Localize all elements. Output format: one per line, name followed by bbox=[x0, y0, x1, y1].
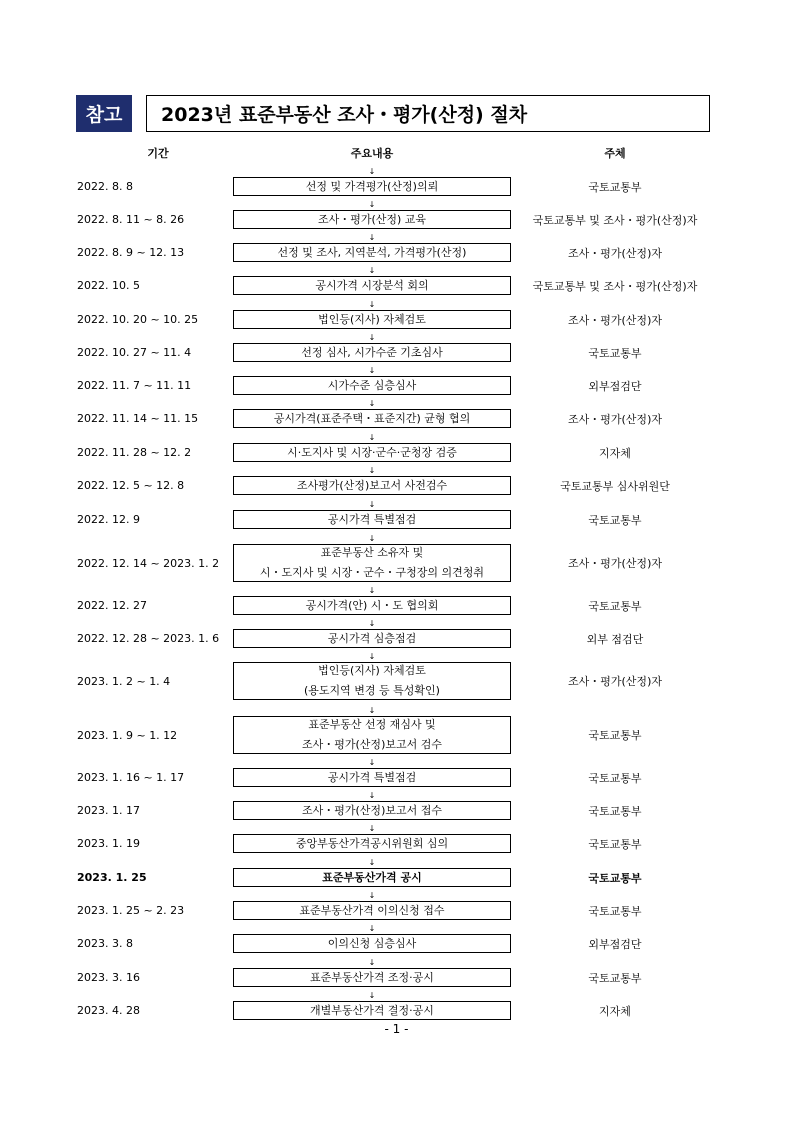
flow-arrow-icon: ↓ bbox=[368, 300, 376, 309]
content-line: 공시가격 시장분석 회의 bbox=[315, 278, 429, 292]
agent-cell: 외부점검단 bbox=[588, 937, 642, 951]
content-line: 법인등(지사) 자체검토 bbox=[318, 664, 426, 677]
table-row bbox=[0, 716, 793, 754]
table-row bbox=[0, 343, 793, 362]
content-line: 표준부동산 소유자 및 bbox=[320, 546, 424, 559]
period-cell: 2022. 12. 27 bbox=[77, 599, 147, 612]
table-row bbox=[0, 409, 793, 428]
agent-cell: 국토교통부 bbox=[588, 904, 642, 918]
flow-arrow-icon: ↓ bbox=[368, 534, 376, 543]
flow-arrow-icon: ↓ bbox=[368, 858, 376, 867]
content-box bbox=[233, 510, 511, 529]
content-line: 시·도지사 및 시장·군수·군청장 검증 bbox=[287, 445, 457, 459]
agent-cell: 국토교통부 bbox=[588, 513, 642, 527]
agent-cell: 국토교통부 bbox=[588, 971, 642, 985]
content-box bbox=[233, 177, 511, 196]
content-line: 시가수준 심층심사 bbox=[327, 378, 417, 392]
content-line: 개별부동산가격 결정·공시 bbox=[310, 1003, 434, 1017]
column-header-content: 주요내용 bbox=[350, 147, 394, 160]
table-row bbox=[0, 376, 793, 395]
content-line: 표준부동산가격 조정·공시 bbox=[310, 970, 434, 984]
flow-arrow-icon: ↓ bbox=[368, 200, 376, 209]
content-line: 조사・평가(산정)보고서 검수 bbox=[302, 738, 442, 751]
content-box bbox=[233, 376, 511, 395]
column-header-period: 기간 bbox=[147, 147, 169, 160]
table-row bbox=[0, 510, 793, 529]
content-box bbox=[233, 629, 511, 648]
agent-cell: 지자체 bbox=[599, 446, 631, 460]
agent-cell: 국토교통부 bbox=[588, 180, 642, 194]
flow-arrow-icon: ↓ bbox=[368, 706, 376, 715]
agent-cell: 조사・평가(산정)자 bbox=[568, 412, 662, 426]
flow-arrow-icon: ↓ bbox=[368, 586, 376, 595]
content-box bbox=[233, 801, 511, 820]
flow-arrow-icon: ↓ bbox=[368, 466, 376, 475]
period-cell: 2022. 12. 9 bbox=[77, 513, 140, 526]
period-cell: 2022. 11. 28 ~ 12. 2 bbox=[77, 446, 192, 459]
content-line: 공시가격(안) 시・도 협의회 bbox=[305, 598, 439, 612]
table-row bbox=[0, 177, 793, 196]
agent-cell: 국토교통부 bbox=[588, 804, 642, 818]
table-row bbox=[0, 801, 793, 820]
period-cell: 2022. 8. 11 ~ 8. 26 bbox=[77, 213, 185, 226]
agent-cell: 국토교통부 bbox=[588, 771, 642, 785]
content-line: 공시가격 심층점검 bbox=[327, 631, 417, 645]
content-line: 공시가격 특별점검 bbox=[327, 512, 417, 526]
agent-cell: 국토교통부 및 조사・평가(산정)자 bbox=[532, 213, 698, 227]
period-cell: 2022. 11. 7 ~ 11. 11 bbox=[77, 379, 192, 392]
flow-arrow-icon: ↓ bbox=[368, 233, 376, 242]
content-box bbox=[233, 276, 511, 295]
agent-cell: 조사・평가(산정)자 bbox=[568, 557, 662, 570]
table-row bbox=[0, 868, 793, 887]
content-box bbox=[233, 662, 511, 700]
table-row bbox=[0, 968, 793, 987]
content-box bbox=[233, 476, 511, 495]
agent-cell: 외부 점검단 bbox=[586, 632, 644, 646]
flow-arrow-icon: ↓ bbox=[368, 758, 376, 767]
content-line: 조사・평가(산정) 교육 bbox=[317, 212, 427, 226]
period-cell: 2022. 11. 14 ~ 11. 15 bbox=[77, 412, 199, 425]
period-cell: 2023. 3. 8 bbox=[77, 937, 133, 950]
table-row bbox=[0, 934, 793, 953]
period-cell: 2022. 10. 27 ~ 11. 4 bbox=[77, 346, 192, 359]
period-cell: 2023. 1. 25 bbox=[77, 871, 147, 884]
agent-cell: 국토교통부 및 조사・평가(산정)자 bbox=[532, 279, 698, 293]
period-cell: 2023. 1. 9 ~ 1. 12 bbox=[77, 728, 178, 742]
agent-cell: 국토교통부 bbox=[588, 871, 642, 885]
table-row bbox=[0, 476, 793, 495]
agent-cell: 조사・평가(산정)자 bbox=[568, 246, 662, 260]
table-row bbox=[0, 662, 793, 700]
agent-cell: 국토교통부 bbox=[588, 346, 642, 360]
content-box bbox=[233, 210, 511, 229]
content-box bbox=[233, 1001, 511, 1020]
period-cell: 2023. 1. 25 ~ 2. 23 bbox=[77, 904, 185, 917]
table-row bbox=[0, 544, 793, 582]
content-line: 공시가격 특별점검 bbox=[327, 770, 417, 784]
content-line: 표준부동산가격 이의신청 접수 bbox=[299, 903, 445, 917]
header bbox=[76, 95, 712, 133]
table-row bbox=[0, 1001, 793, 1020]
agent-cell: 조사・평가(산정)자 bbox=[568, 313, 662, 327]
period-cell: 2023. 1. 2 ~ 1. 4 bbox=[77, 674, 171, 688]
content-line: 법인등(지사) 자체검토 bbox=[318, 312, 426, 326]
agent-cell: 조사・평가(산정)자 bbox=[568, 675, 662, 688]
flow-arrow-icon: ↓ bbox=[368, 958, 376, 967]
content-box bbox=[233, 901, 511, 920]
table-row bbox=[0, 276, 793, 295]
content-line: 이의신청 심층심사 bbox=[327, 936, 417, 950]
flow-arrow-icon: ↓ bbox=[368, 924, 376, 933]
content-line: (용도지역 변경 등 특성확인) bbox=[304, 684, 440, 697]
table-row bbox=[0, 834, 793, 853]
period-cell: 2022. 8. 9 ~ 12. 13 bbox=[77, 246, 185, 259]
period-cell: 2023. 1. 17 bbox=[77, 804, 140, 817]
content-box bbox=[233, 409, 511, 428]
period-cell: 2022. 12. 14 ~ 2023. 1. 2 bbox=[77, 556, 220, 570]
flow-arrow-icon: ↓ bbox=[368, 167, 376, 176]
content-box bbox=[233, 596, 511, 615]
table-row bbox=[0, 768, 793, 787]
page-number: - 1 - bbox=[384, 1022, 409, 1036]
period-cell: 2022. 10. 20 ~ 10. 25 bbox=[77, 313, 199, 326]
content-line: 표준부동산 선정 재심사 및 bbox=[308, 718, 436, 731]
flow-arrow-icon: ↓ bbox=[368, 824, 376, 833]
flow-arrow-icon: ↓ bbox=[368, 500, 376, 509]
content-line: 표준부동산가격 공시 bbox=[322, 870, 422, 884]
table-row bbox=[0, 443, 793, 462]
content-box bbox=[233, 868, 511, 887]
flow-arrow-icon: ↓ bbox=[368, 619, 376, 628]
content-line: 선정 및 가격평가(산정)의뢰 bbox=[305, 179, 439, 193]
table-row bbox=[0, 243, 793, 262]
content-box bbox=[233, 834, 511, 853]
agent-cell: 외부점검단 bbox=[588, 379, 642, 393]
content-box bbox=[233, 343, 511, 362]
flow-arrow-icon: ↓ bbox=[368, 991, 376, 1000]
reference-badge: 참고 bbox=[76, 95, 132, 132]
content-line: 중앙부동산가격공시위원회 심의 bbox=[295, 836, 449, 850]
content-line: 선정 심사, 시가수준 기초심사 bbox=[301, 345, 443, 359]
content-box bbox=[233, 243, 511, 262]
table-row bbox=[0, 596, 793, 615]
agent-cell: 국토교통부 bbox=[588, 837, 642, 851]
agent-cell: 국토교통부 bbox=[588, 729, 642, 742]
content-box bbox=[233, 968, 511, 987]
flow-arrow-icon: ↓ bbox=[368, 266, 376, 275]
content-box bbox=[233, 716, 511, 754]
flow-arrow-icon: ↓ bbox=[368, 399, 376, 408]
content-line: 공시가격(표준주택・표준지간) 균형 협의 bbox=[273, 411, 471, 425]
content-box bbox=[233, 544, 511, 582]
content-line: 조사평가(산정)보고서 사전검수 bbox=[296, 478, 448, 492]
flow-arrow-icon: ↓ bbox=[368, 433, 376, 442]
flow-arrow-icon: ↓ bbox=[368, 791, 376, 800]
period-cell: 2023. 1. 19 bbox=[77, 837, 140, 850]
flow-arrow-icon: ↓ bbox=[368, 366, 376, 375]
content-box bbox=[233, 443, 511, 462]
column-header-agent: 주체 bbox=[604, 147, 626, 160]
content-line: 선정 및 조사, 지역분석, 가격평가(산정) bbox=[277, 245, 467, 259]
table-row bbox=[0, 210, 793, 229]
content-box bbox=[233, 934, 511, 953]
period-cell: 2022. 12. 5 ~ 12. 8 bbox=[77, 479, 185, 492]
agent-cell: 지자체 bbox=[599, 1004, 631, 1018]
agent-cell: 국토교통부 심사위원단 bbox=[560, 479, 670, 493]
period-cell: 2022. 10. 5 bbox=[77, 279, 140, 292]
content-line: 조사・평가(산정)보고서 접수 bbox=[302, 803, 442, 817]
content-line: 시・도지사 및 시장・군수・구청장의 의견청취 bbox=[259, 566, 485, 579]
agent-cell: 국토교통부 bbox=[588, 599, 642, 613]
table-row bbox=[0, 901, 793, 920]
flow-arrow-icon: ↓ bbox=[368, 891, 376, 900]
period-cell: 2023. 4. 28 bbox=[77, 1004, 140, 1017]
table-row bbox=[0, 629, 793, 648]
flow-arrow-icon: ↓ bbox=[368, 652, 376, 661]
period-cell: 2023. 1. 16 ~ 1. 17 bbox=[77, 771, 185, 784]
period-cell: 2022. 12. 28 ~ 2023. 1. 6 bbox=[77, 632, 220, 645]
table-row bbox=[0, 310, 793, 329]
period-cell: 2022. 8. 8 bbox=[77, 180, 133, 193]
content-box bbox=[233, 310, 511, 329]
content-box bbox=[233, 768, 511, 787]
page-title: 2023년 표준부동산 조사・평가(산정) 절차 bbox=[146, 95, 710, 132]
period-cell: 2023. 3. 16 bbox=[77, 971, 140, 984]
flow-arrow-icon: ↓ bbox=[368, 333, 376, 342]
